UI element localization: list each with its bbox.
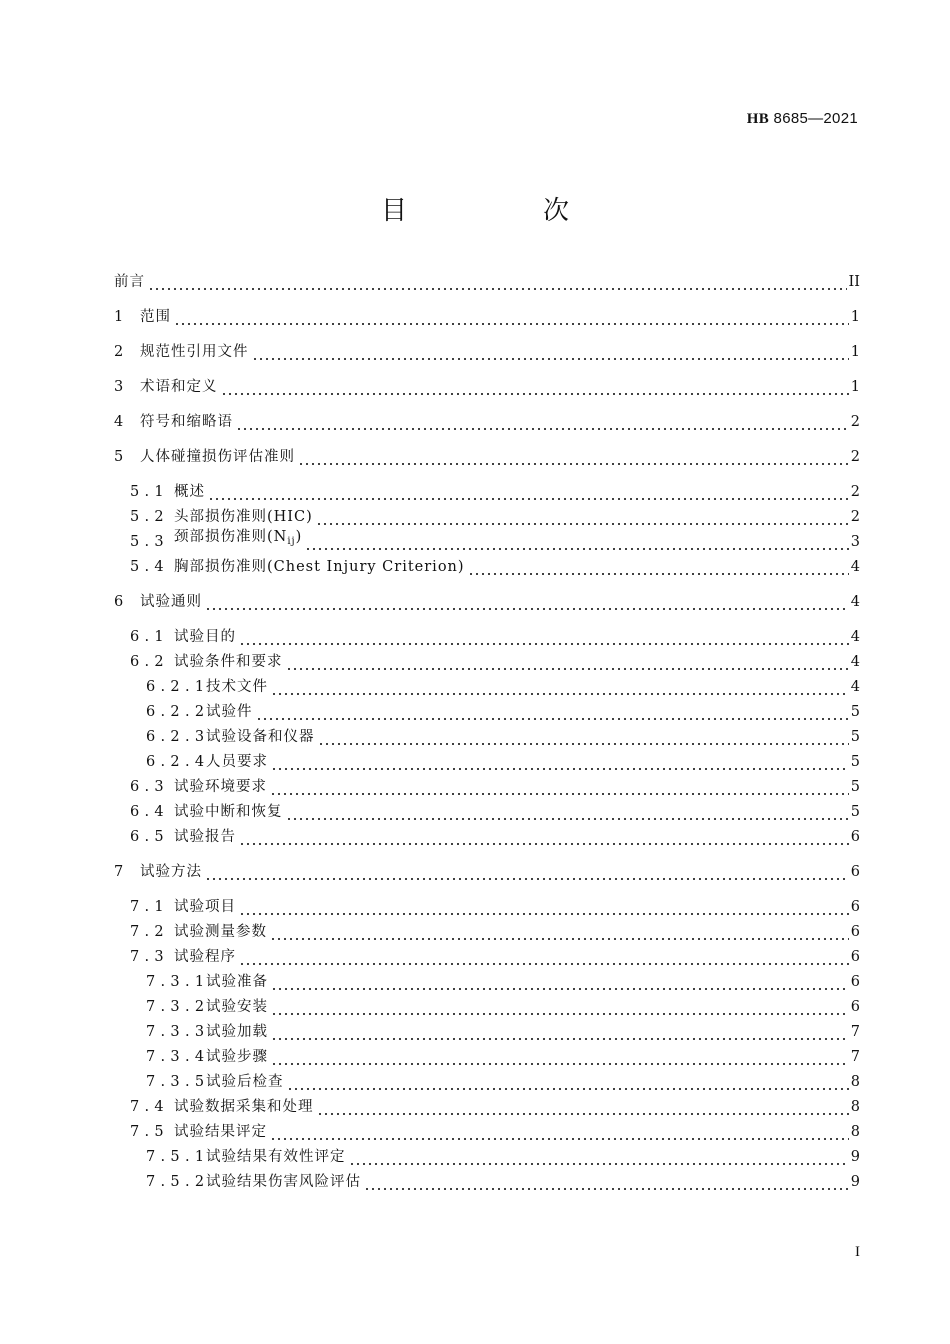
toc-entry-title	[140, 305, 171, 329]
dot-leader	[205, 590, 849, 614]
standard-number: 8685—2021	[773, 110, 858, 127]
toc-entry-title-text: 试验测量参数	[174, 924, 267, 940]
dot-leader	[256, 700, 849, 724]
toc-entry-number: 4	[114, 414, 125, 430]
toc-entry-title-text: 颈部损伤准则(N	[174, 529, 288, 545]
toc-entry-page: 4	[850, 559, 860, 575]
dot-leader	[349, 1145, 849, 1169]
toc-entry[interactable]	[114, 775, 860, 799]
toc-entry-number: 7 . 5 . 1	[146, 1149, 206, 1165]
dot-leader	[239, 825, 849, 849]
dot-leader	[271, 1020, 849, 1044]
toc-entry-title	[140, 410, 233, 434]
toc-entry-number: 6 . 3	[130, 779, 165, 795]
toc-entry-title	[174, 480, 205, 504]
toc-entry-number: 5 . 4	[130, 559, 165, 575]
toc-entry[interactable]	[114, 800, 860, 824]
toc-entry-number: 5 . 2	[130, 509, 165, 525]
toc-entry-number: 7 . 3 . 4	[146, 1049, 206, 1065]
toc-entry[interactable]	[114, 895, 860, 919]
toc-entry-title-text: 范围	[140, 309, 171, 325]
toc-entry[interactable]	[114, 375, 860, 399]
toc-entry-subscript: ij	[287, 536, 296, 547]
dot-leader	[270, 920, 849, 944]
toc-entry-title-text: 试验项目	[174, 899, 236, 915]
toc-entry-page: 8	[850, 1099, 860, 1115]
toc-entry-page: 6	[850, 924, 860, 940]
dot-leader	[252, 340, 849, 364]
dot-leader	[221, 375, 849, 399]
toc-entry-title	[206, 675, 268, 699]
toc-entry-title-text: 试验中断和恢复	[174, 804, 283, 820]
toc-entry-page: 1	[850, 309, 860, 325]
toc-entry-page: 1	[850, 344, 860, 360]
toc-entry-title-text: 试验步骤	[206, 1049, 268, 1065]
toc-entry-number: 7 . 3 . 3	[146, 1024, 206, 1040]
toc-entry-page: 7	[850, 1024, 860, 1040]
standard-prefix: HB	[746, 111, 770, 127]
dot-leader	[208, 480, 849, 504]
toc-entry-title-text: 试验程序	[174, 949, 236, 965]
toc-entry-title	[206, 1170, 361, 1194]
toc-entry[interactable]	[114, 1070, 860, 1094]
toc-entry[interactable]	[114, 650, 860, 674]
toc-entry[interactable]	[114, 675, 860, 699]
toc-entry-title	[174, 650, 283, 674]
toc-entry-title	[174, 555, 465, 579]
toc-entry-title-text: 技术文件	[206, 679, 268, 695]
dot-leader	[239, 895, 849, 919]
dot-leader	[271, 675, 849, 699]
dot-leader	[287, 1070, 849, 1094]
toc-entry-page: 5	[850, 779, 860, 795]
toc-entry-title	[206, 725, 315, 749]
toc-entry[interactable]	[114, 530, 860, 554]
toc-entry-title	[206, 750, 268, 774]
toc-entry-title-text: 概述	[174, 484, 205, 500]
toc-entry-title-text: 试验方法	[140, 864, 202, 880]
toc-entry-page: 4	[850, 594, 860, 610]
dot-leader	[148, 270, 847, 294]
toc-entry[interactable]	[114, 700, 860, 724]
dot-leader	[271, 750, 849, 774]
toc-entry-page: 6	[850, 999, 860, 1015]
dot-leader	[174, 305, 849, 329]
toc-entry-title-text: 人员要求	[206, 754, 268, 770]
toc-entry-page: 5	[850, 804, 860, 820]
toc-entry-title	[174, 800, 283, 824]
toc-entry-title	[174, 625, 236, 649]
toc-entry[interactable]	[114, 555, 860, 579]
toc-entry-title	[174, 1095, 314, 1119]
toc-entry-title-text: 术语和定义	[140, 379, 218, 395]
toc-entry[interactable]	[114, 970, 860, 994]
dot-leader	[318, 725, 849, 749]
toc-entry[interactable]	[114, 825, 860, 849]
toc-entry-number: 6	[114, 594, 125, 610]
toc-entry-page: 6	[850, 974, 860, 990]
toc-entry-title	[140, 445, 295, 469]
toc-entry-number: 7 . 3 . 1	[146, 974, 206, 990]
toc-entry-number: 5	[114, 449, 125, 465]
dot-leader	[298, 445, 849, 469]
toc-entry[interactable]	[114, 1170, 860, 1194]
toc-entry-title-text: 试验目的	[174, 629, 236, 645]
toc-entry[interactable]	[114, 625, 860, 649]
toc-entry-page: 6	[850, 949, 860, 965]
toc-entry[interactable]	[114, 750, 860, 774]
toc-entry-title-text: 胸部损伤准则(Chest Injury Criterion)	[174, 559, 465, 575]
toc-entry-title-text: 试验通则	[140, 594, 202, 610]
toc-entry-title-suffix: )	[295, 529, 303, 545]
toc-entry-page: 7	[850, 1049, 860, 1065]
toc-entry[interactable]	[114, 305, 860, 329]
toc-entry[interactable]	[114, 1095, 860, 1119]
dot-leader	[468, 555, 849, 579]
toc-entry-title-text: 试验安装	[206, 999, 268, 1015]
toc-entry-number: 7 . 3	[130, 949, 165, 965]
toc-entry-title-text: 试验结果评定	[174, 1124, 267, 1140]
dot-leader	[286, 650, 849, 674]
toc-entry-page: 5	[850, 754, 860, 770]
toc-entry-page: 4	[850, 679, 860, 695]
toc-entry-page: 9	[850, 1149, 860, 1165]
toc-entry-title	[140, 590, 202, 614]
toc-entry-title	[174, 895, 236, 919]
toc-entry-page: 3	[850, 534, 860, 550]
toc-entry[interactable]	[114, 995, 860, 1019]
toc-entry-number: 2	[114, 344, 125, 360]
toc-entry-number: 7 . 1	[130, 899, 165, 915]
toc-entry-title-text: 规范性引用文件	[140, 344, 249, 360]
dot-leader	[205, 860, 849, 884]
toc-entry-title-text: 试验环境要求	[174, 779, 267, 795]
toc-entry[interactable]	[114, 1020, 860, 1044]
toc-entry-number: 7 . 4	[130, 1099, 165, 1115]
toc-entry-number: 5 . 3	[130, 534, 165, 550]
toc-entry-page: 2	[850, 414, 860, 430]
toc-entry-page: 2	[850, 484, 860, 500]
toc-entry-title	[174, 525, 302, 554]
dot-leader	[271, 1045, 849, 1069]
toc-entry-page: 5	[850, 704, 860, 720]
toc-entry-page: II	[848, 274, 860, 290]
toc-entry-number: 6 . 4	[130, 804, 165, 820]
toc-entry-title	[206, 970, 268, 994]
toc-entry-title-text: 人体碰撞损伤评估准则	[140, 449, 295, 465]
toc-entry-title-text: 试验设备和仪器	[206, 729, 315, 745]
toc-entry-page: 6	[850, 864, 860, 880]
dot-leader	[317, 1095, 849, 1119]
toc-entry[interactable]	[114, 270, 860, 294]
toc-entry-page: 1	[850, 379, 860, 395]
toc-entry-title	[174, 1120, 267, 1144]
page-title: 目 次	[380, 196, 624, 226]
toc-entry-number: 5 . 1	[130, 484, 165, 500]
standard-code	[747, 110, 858, 128]
dot-leader	[270, 1120, 849, 1144]
toc-entry[interactable]	[114, 340, 860, 364]
toc-entry-title	[206, 1070, 284, 1094]
toc-entry-title-text: 试验结果有效性评定	[206, 1149, 346, 1165]
toc-entry-number: 7 . 2	[130, 924, 165, 940]
toc-entry-page: 6	[850, 829, 860, 845]
toc-entry[interactable]	[114, 1120, 860, 1144]
toc-entry-title-text: 试验件	[206, 704, 253, 720]
toc-entry-title	[206, 1020, 268, 1044]
toc-entry[interactable]	[114, 945, 860, 969]
toc-entry-page: 2	[850, 509, 860, 525]
toc-entry-title	[140, 860, 202, 884]
toc-entry-title	[174, 825, 236, 849]
toc-entry-number: 7 . 3 . 5	[146, 1074, 206, 1090]
toc-entry-title-text: 前言	[114, 274, 145, 290]
toc-entry-title	[140, 340, 249, 364]
toc-entry-page: 4	[850, 629, 860, 645]
toc-entry-title-text: 试验条件和要求	[174, 654, 283, 670]
toc-entry-number: 7	[114, 864, 125, 880]
toc-entry-title	[140, 375, 218, 399]
toc-entry-title	[206, 1045, 268, 1069]
dot-leader	[271, 995, 849, 1019]
toc-entry[interactable]	[114, 1045, 860, 1069]
toc-entry-number: 6 . 1	[130, 629, 165, 645]
toc-entry[interactable]	[114, 1145, 860, 1169]
dot-leader	[286, 800, 849, 824]
toc-entry-title	[174, 775, 267, 799]
dot-leader	[239, 625, 849, 649]
toc-entry[interactable]	[114, 725, 860, 749]
toc-entry-title-text: 试验结果伤害风险评估	[206, 1174, 361, 1190]
toc-entry-title-text: 试验后检查	[206, 1074, 284, 1090]
toc-entry-title	[174, 920, 267, 944]
toc-entry-number: 6 . 5	[130, 829, 165, 845]
dot-leader	[270, 775, 849, 799]
toc-entry[interactable]	[114, 590, 860, 614]
toc-entry-title	[206, 1145, 346, 1169]
toc-entry-page: 8	[850, 1124, 860, 1140]
page-number: I	[855, 1244, 860, 1260]
toc-entry-title-text: 试验数据采集和处理	[174, 1099, 314, 1115]
toc-entry-title	[174, 945, 236, 969]
toc-entry-page: 8	[850, 1074, 860, 1090]
toc-entry-title	[206, 700, 253, 724]
dot-leader	[305, 530, 848, 554]
toc-entry-number: 1	[114, 309, 125, 325]
toc-entry-number: 7 . 5 . 2	[146, 1174, 206, 1190]
toc-entry-number: 6 . 2 . 1	[146, 679, 206, 695]
toc-entry-page: 9	[850, 1174, 860, 1190]
toc-entry-page: 5	[850, 729, 860, 745]
dot-leader	[239, 945, 849, 969]
toc-entry[interactable]	[114, 410, 860, 434]
toc-entry-page: 6	[850, 899, 860, 915]
toc-entry[interactable]	[114, 480, 860, 504]
toc-entry-number: 6 . 2	[130, 654, 165, 670]
toc-entry-title	[206, 995, 268, 1019]
toc-entry[interactable]	[114, 920, 860, 944]
toc-entry-number: 6 . 2 . 4	[146, 754, 206, 770]
toc-entry-title-text: 试验加载	[206, 1024, 268, 1040]
toc-entry-title-text: 试验准备	[206, 974, 268, 990]
toc-entry-title-text: 试验报告	[174, 829, 236, 845]
toc-entry-title-text: 头部损伤准则(HIC)	[174, 509, 313, 525]
dot-leader	[271, 970, 849, 994]
toc-entry-number: 7 . 5	[130, 1124, 165, 1140]
toc-entry-title-text: 符号和缩略语	[140, 414, 233, 430]
dot-leader	[364, 1170, 849, 1194]
toc-entry[interactable]	[114, 445, 860, 469]
toc-entry[interactable]	[114, 860, 860, 884]
dot-leader	[316, 505, 849, 529]
toc-entry-number: 6 . 2 . 3	[146, 729, 206, 745]
toc-entry-number: 6 . 2 . 2	[146, 704, 206, 720]
toc-entry-page: 2	[850, 449, 860, 465]
toc-entry-title	[114, 270, 145, 294]
dot-leader	[236, 410, 849, 434]
toc-entry-number: 3	[114, 379, 125, 395]
toc-entry-page: 4	[850, 654, 860, 670]
toc-entry-number: 7 . 3 . 2	[146, 999, 206, 1015]
